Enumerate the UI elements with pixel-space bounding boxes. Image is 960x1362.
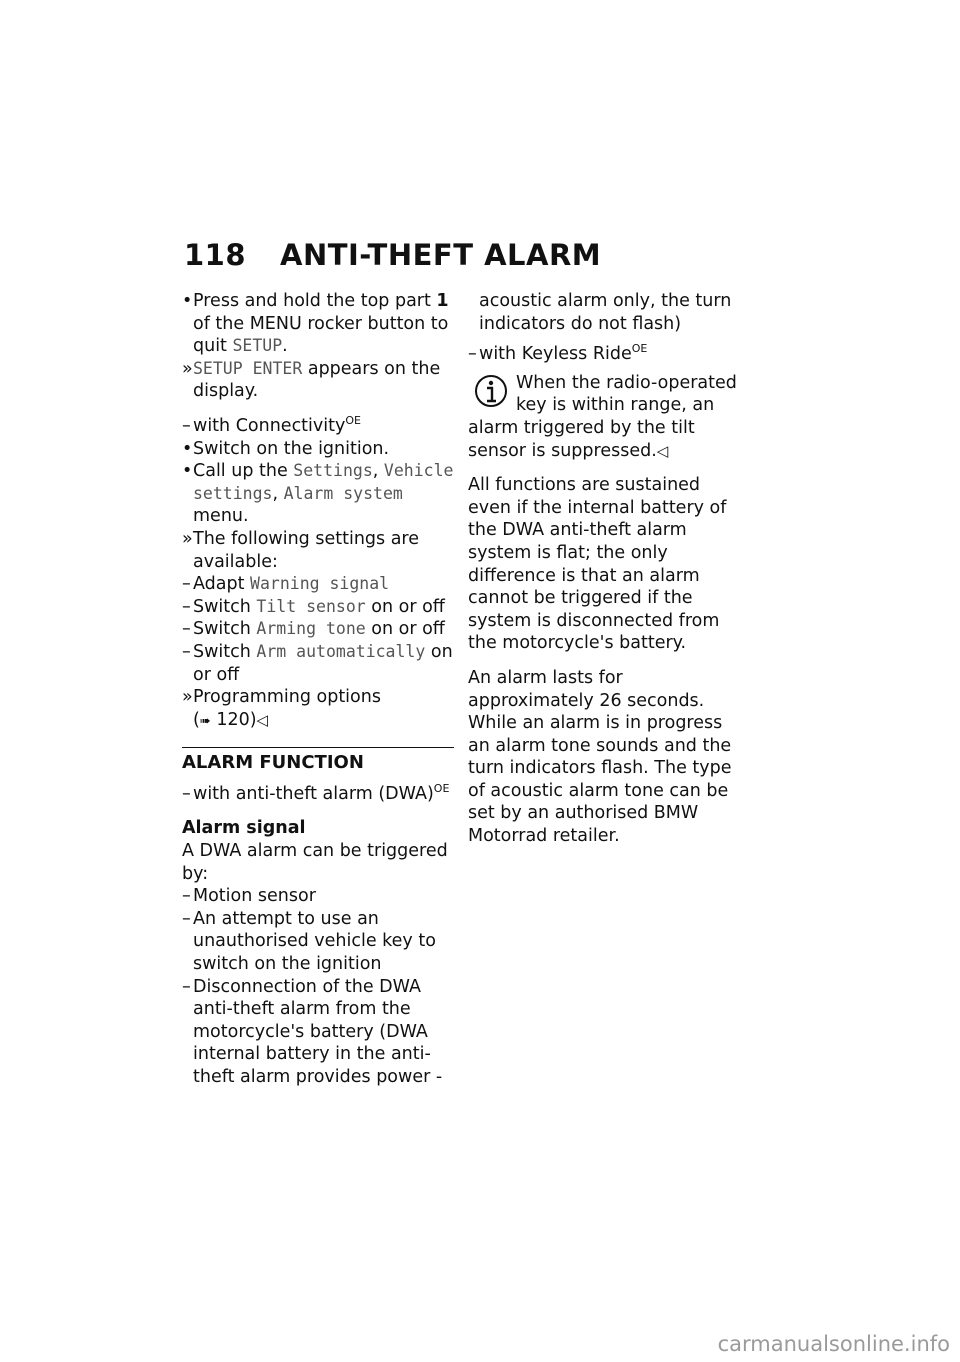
end-marker-icon: ◁ xyxy=(256,710,269,729)
page-reference-link[interactable]: 120) xyxy=(216,709,257,730)
page-reference-arrow-icon: ➠ xyxy=(199,713,211,729)
end-marker-icon: ◁ xyxy=(656,441,669,460)
alarm-duration-paragraph: An alarm lasts for approximately 26 seconds. While an alarm is in progress an alarm tone sounds and the turn indicators flash. The type of acoustic alarm tone can be set by an authorised BMW Motorrad retailer. xyxy=(468,667,732,847)
dash-icon: – xyxy=(468,344,477,365)
condition-keyless-ride: – with Keyless Ride$^{OE}$ xyxy=(468,342,648,365)
dash-icon: – xyxy=(182,783,191,804)
dash-icon: – xyxy=(182,908,191,929)
right-column xyxy=(468,290,740,848)
section-title: ALARM FUNCTION xyxy=(182,752,364,774)
dash-icon: – xyxy=(182,886,191,907)
result-arrow-icon: » xyxy=(182,528,193,549)
option-tilt-sensor: – Switch Tilt sensor on or off xyxy=(182,596,445,617)
option-arming-tone: – Switch Arming tone on or off xyxy=(182,619,445,640)
page-header xyxy=(184,238,601,272)
section-divider xyxy=(182,747,454,748)
trigger-disconnection: – Disconnection of the DWA anti-theft alarm from the motorcycle's battery (DWA internal battery in the anti-theft alarm provides power - xyxy=(182,976,443,1087)
bullet-icon: • xyxy=(182,461,193,482)
trigger-motion-sensor: – Motion sensor xyxy=(182,886,316,907)
page-title: ANTI-THEFT ALARM xyxy=(280,238,602,272)
dash-icon: – xyxy=(182,574,191,595)
info-note: When the radio-operated key is within range, an alarm triggered by the tilt sensor is suppressed.◁ xyxy=(468,372,737,461)
continuation-text: acoustic alarm only, the turn indicators do not flash) xyxy=(479,291,732,334)
step-press-hold: • Press and hold the top part 1 of the MENU rocker button to quit SETUP. xyxy=(182,291,449,357)
condition-dwa: – with anti-theft alarm (DWA)$^{OE}$ xyxy=(182,782,450,804)
result-arrow-icon: » xyxy=(182,687,193,708)
watermark: carmanualsonline.info xyxy=(717,1332,950,1356)
dash-icon: – xyxy=(182,415,191,436)
option-warning-signal: – Adapt Warning signal xyxy=(182,574,390,595)
result-programming-options: » Programming options (➠ 120)◁ xyxy=(182,687,381,730)
battery-paragraph: All functions are sustained even if the internal battery of the DWA anti-theft alarm system is flat; the only difference is that an alarm cannot be triggered if the system is disconnected from the motorcycle's battery. xyxy=(468,475,727,654)
trigger-unauthorised-key: – An attempt to use an unauthorised vehicle key to switch on the ignition xyxy=(182,908,436,975)
dash-icon: – xyxy=(182,596,191,617)
step-call-menu: • Call up the Settings, Vehicle settings, Alarm system menu. xyxy=(182,461,454,527)
page-number: 118 xyxy=(184,238,247,272)
left-column xyxy=(182,290,454,1089)
info-icon xyxy=(474,374,508,414)
bullet-icon: • xyxy=(182,291,193,311)
alarm-intro: A DWA alarm can be triggered by: xyxy=(182,841,448,884)
step-ignition: • Switch on the ignition. xyxy=(182,438,390,459)
dash-icon: – xyxy=(182,641,191,662)
option-arm-automatically: – Switch Arm automatically on or off xyxy=(182,641,453,685)
dash-icon: – xyxy=(182,619,191,640)
subsection-title: Alarm signal xyxy=(182,818,306,839)
condition-connectivity: – with Connectivity$^{OE}$ xyxy=(182,414,361,436)
dash-icon: – xyxy=(182,976,191,997)
result-settings-available: » The following settings are available: xyxy=(182,528,419,572)
bullet-icon: • xyxy=(182,438,193,459)
result-setup-enter: » SETUP ENTER appears on the display. xyxy=(182,358,441,402)
result-arrow-icon: » xyxy=(182,358,193,379)
